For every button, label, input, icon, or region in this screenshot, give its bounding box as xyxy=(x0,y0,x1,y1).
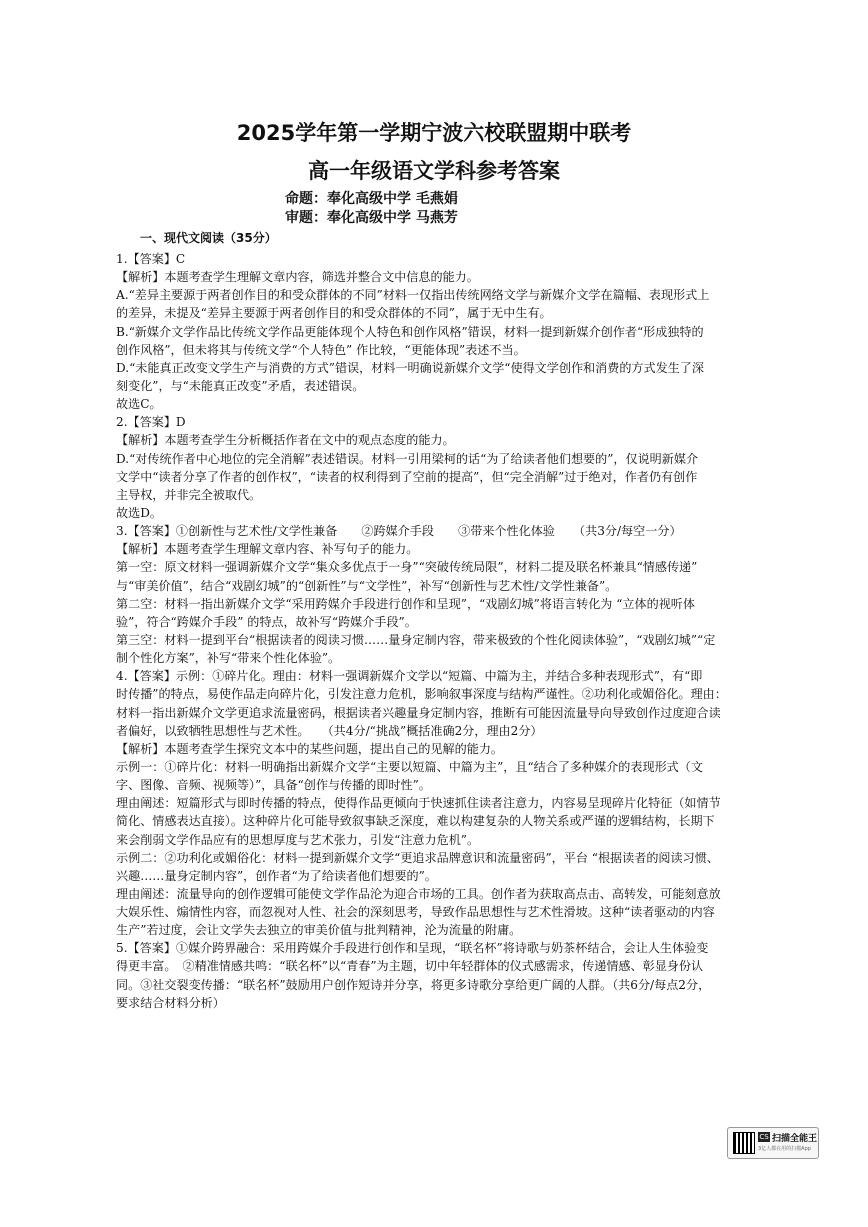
text-line: 理由阐述：短篇形式与即时传播的特点，使得作品更倾向于快速抓住读者注意力，内容易呈现碎片化特征（如情节 xyxy=(116,796,721,811)
text-line: 3.【答案】①创新性与艺术性/文学性兼备 ②跨媒介手段 ③带来个性化体验 （共3分/每空一分） xyxy=(116,524,682,539)
exam-subtitle: 高一年级语文学科参考答案 xyxy=(308,159,560,183)
text-line: 的差异，未提及“差异主要源于两者创作目的和受众群体的不同”，属于无中生有。 xyxy=(116,306,552,321)
text-line: 字、图像、音频、视频等）”，具备“创作与传播的即时性”。 xyxy=(116,778,431,793)
text-line: 主导权，并非完全被取代。 xyxy=(116,487,262,502)
text-line: 简化、情感表达直接）。这种碎片化可能导致叙事缺乏深度，难以构建复杂的人物关系或严谨的逻辑结构，长期下 xyxy=(116,814,715,829)
text-line: 【解析】本题考查学生理解文章内容，筛选并整合文中信息的能力。 xyxy=(116,270,479,285)
text-line: 【解析】本题考查学生探究文本中的某些问题，提出自己的见解的能力。 xyxy=(116,741,504,756)
text-line: 4.【答案】示例：①碎片化。理由：材料一强调新媒介文学以“短篇、中篇为主，并结合多种表现形式”，有“即 xyxy=(116,669,703,684)
text-line: 制个性化方案”，补写“带来个性化体验”。 xyxy=(116,651,341,666)
text-line: 验”，符合“跨媒介手段” 的特点，故补写“跨媒介手段”。 xyxy=(116,614,417,629)
text-line: 得更丰富。 ②精准情感共鸣：“联名杯”以“青春”为主题，切中年轻群体的仪式感需求，传递情感、彰显身份认 xyxy=(116,959,704,974)
watermark-label: 扫描全能王 xyxy=(772,1134,818,1144)
text-line: 故选D。 xyxy=(116,505,162,520)
text-line: 生产”若过度，会让文学失去独立的审美价值与批判精神，沦为流量的附庸。 xyxy=(116,923,522,938)
text-line: 【解析】本题考查学生分析概括作者在文中的观点态度的能力。 xyxy=(116,433,455,448)
text-line: 材料一指出新媒介文学更追求流量密码，根据读者兴趣量身定制内容，推断有可能因流量导向导致创作过度迎合读 xyxy=(116,705,721,720)
text-line: 同。③社交裂变传播：“联名杯”鼓励用户创作短诗并分享，将更多诗歌分享给更广阔的人群。（共6分/每点2分， xyxy=(116,977,711,992)
text-line: 者偏好，以致牺牲思想性与艺术性。 （共4分/“挑战”概括准确2分，理由2分） xyxy=(116,723,543,738)
text-line: 刻变化”，与“未能真正改变”矛盾，表述错误。 xyxy=(116,378,365,393)
text-line: A.“差异主要源于两者创作目的和受众群体的不同”材料一仅指出传统网络文学与新媒介文学在篇幅、表现形式上 xyxy=(116,288,710,303)
text-line: 第三空：材料一提到平台“根据读者的阅读习惯……量身定制内容，带来极致的个性化阅读体验”，“戏剧幻城”“定 xyxy=(116,632,716,647)
camscanner-logo-icon: CS xyxy=(759,1133,769,1141)
text-line: 故选C。 xyxy=(116,397,162,412)
camscanner-watermark xyxy=(727,1127,819,1159)
text-line: 示例二：②功利化或媚俗化：材料一提到新媒介文学“更追求品牌意识和流量密码”，平台 “根据读者的阅读习惯、 xyxy=(116,850,719,865)
text-line: 来会削弱文学作品应有的思想厚度与艺术张力，引发“注意力危机”。 xyxy=(116,832,480,847)
section-heading: 一、现代文阅读（35分） xyxy=(140,231,277,245)
text-line: 示例一：①碎片化：材料一明确指出新媒介文学“主要以短篇、中篇为主”，且“结合了多种媒介的表现形式（文 xyxy=(116,759,703,774)
text-line: D.“未能真正改变文学生产与消费的方式”错误，材料一明确说新媒介文学“使得文学创作和消费的方式发生了深 xyxy=(116,360,704,375)
text-line: 大娱乐性、煽情性内容，而忽视对人性、社会的深刻思考，导致作品思想性与艺术性滑坡。这种“读者驱动的内容 xyxy=(116,905,715,920)
proposer-line: 命题：奉化高级中学 毛燕娟 xyxy=(285,191,458,207)
text-line: 创作风格”，但未将其与传统文学“个人特色” 作比较，“更能体现”表述不当。 xyxy=(116,342,526,357)
answer-body xyxy=(116,250,758,1012)
exam-title: 2025学年第一学期宁波六校联盟期中联考 xyxy=(236,121,632,145)
text-line: 第二空：材料一指出新媒介文学“采用跨媒介手段进行创作和呈现”，“戏剧幻城”将语言转化为 “立体的视听体 xyxy=(116,596,695,611)
qr-code-icon xyxy=(733,1132,755,1154)
text-line: 与“审美价值”，结合“戏剧幻城”的“创新性”与“文学性”，补写“创新性与艺术性/文学性兼备”。 xyxy=(116,578,618,593)
text-line: 理由阐述：流量导向的创作逻辑可能使文学作品沦为迎合市场的工具。创作者为获取高点击、高转发，可能刻意放 xyxy=(116,886,721,901)
text-line: 5.【答案】①媒介跨界融合：采用跨媒介手段进行创作和呈现，“联名杯”将诗歌与奶茶杯结合，会让人生体验变 xyxy=(116,941,709,956)
text-line: 文学中“读者分享了作者的创作权”，“读者的权利得到了空前的提高”，但“完全消解”过于绝对，作者仍有创作 xyxy=(116,469,698,484)
text-line: 兴趣……量身定制内容”，创作者“为了给读者他们想要的”。 xyxy=(116,868,437,883)
text-line: 第一空：原文材料一强调新媒介文学“集众多优点于一身”“突破传统局限”，材料二提及联名杯兼具“情感传递” xyxy=(116,560,698,575)
text-line: 1.【答案】C xyxy=(116,252,186,266)
text-line: 时传播”的特点，易使作品走向碎片化，引发注意力危机，影响叙事深度与结构严谨性。②功利化或媚俗化。理由： xyxy=(116,687,727,702)
text-line: D.“对传统作者中心地位的完全消解”表述错误。材料一引用梁柯的话“为了给读者他们想要的”，仅说明新媒介 xyxy=(116,451,699,466)
text-line: 2.【答案】D xyxy=(116,415,186,430)
text-line: 要求结合材料分析） xyxy=(116,995,225,1010)
text-line: B.“新媒介文学作品比传统文学作品更能体现个人特色和创作风格”错误，材料一提到新媒介创作者“形成独特的 xyxy=(116,324,704,339)
reviewer-line: 审题：奉化高级中学 马燕芳 xyxy=(285,210,458,226)
text-line: 【解析】本题考查学生理解文章内容、补写句子的能力。 xyxy=(116,542,419,557)
watermark-subtext: 3亿人都在用的扫描App xyxy=(758,1146,811,1152)
